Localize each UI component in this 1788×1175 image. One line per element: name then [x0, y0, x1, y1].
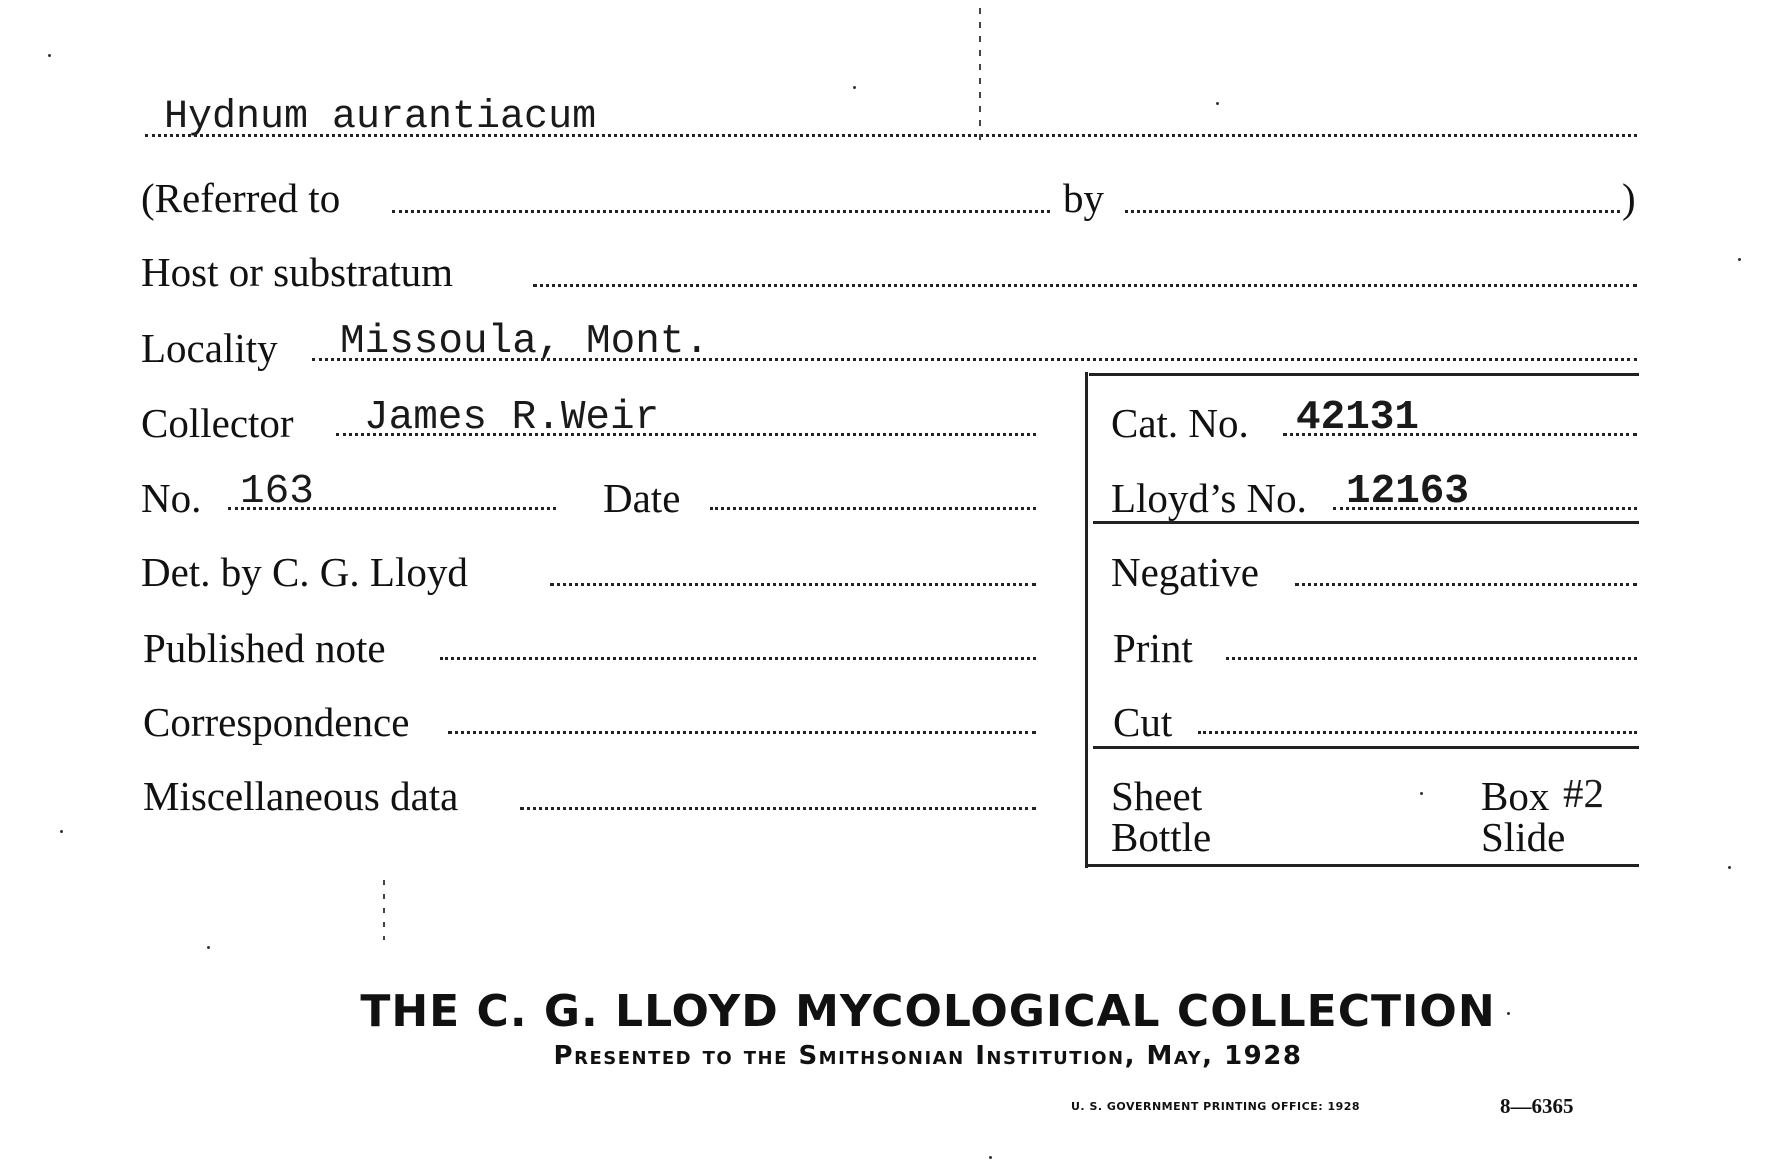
print-label: Print [1113, 625, 1193, 671]
bottle-label: Bottle [1111, 814, 1212, 860]
negative-line [1295, 583, 1637, 586]
box-left-border [1085, 372, 1088, 868]
miscellaneous-data-line [520, 807, 1036, 810]
correspondence-label: Correspondence [143, 699, 410, 745]
printer-imprint: U. S. GOVERNMENT PRINTING OFFICE: 1928 [1071, 1100, 1361, 1113]
scan-speck [1728, 866, 1731, 869]
scan-speck [979, 8, 981, 148]
locality-line [312, 358, 1637, 361]
locality-value: Missoula, Mont. [340, 319, 710, 365]
species-line [145, 134, 1637, 137]
scan-speck [60, 830, 63, 833]
scan-speck [48, 54, 51, 57]
box-divider-upper [1093, 521, 1639, 524]
no-value: 163 [240, 469, 314, 515]
no-line [228, 507, 556, 510]
cat-no-line [1283, 433, 1637, 436]
collector-value: James R.Weir [364, 395, 660, 441]
box-top-border [1089, 373, 1639, 376]
form-number: 8—6365 [1500, 1094, 1574, 1118]
scan-speck [1507, 1012, 1510, 1015]
cat-no-label: Cat. No. [1111, 400, 1249, 446]
referred-to-line [392, 210, 1050, 213]
cat-no-value: 42131 [1296, 395, 1420, 441]
species-name: Hydnum aurantiacum [164, 95, 597, 140]
lloyds-no-label: Lloyd’s No. [1111, 475, 1307, 521]
cut-label: Cut [1113, 699, 1173, 745]
lloyds-no-line [1333, 507, 1637, 510]
referred-close-paren: ) [1622, 175, 1636, 221]
scan-speck [1420, 792, 1423, 795]
scan-speck [853, 86, 856, 89]
collector-label: Collector [141, 400, 294, 446]
sheet-label: Sheet [1111, 773, 1203, 819]
scan-speck [207, 946, 210, 949]
print-line [1226, 657, 1637, 660]
no-label: No. [141, 475, 202, 521]
scan-speck [1216, 102, 1219, 105]
det-by-line [550, 583, 1036, 586]
by-line [1125, 210, 1620, 213]
by-label: by [1063, 175, 1104, 221]
box-label: Box [1481, 773, 1550, 819]
date-line [710, 507, 1036, 510]
box-divider-lower [1093, 746, 1639, 749]
collection-title: THE C. G. LLOYD MYCOLOGICAL COLLECTION [360, 986, 1496, 1037]
negative-label: Negative [1111, 549, 1259, 595]
host-line [533, 284, 1637, 287]
correspondence-line [448, 731, 1036, 734]
collector-line [336, 433, 1036, 436]
published-note-line [440, 657, 1036, 660]
host-label: Host or substratum [141, 249, 454, 295]
cut-line [1198, 731, 1637, 734]
scan-speck [1738, 258, 1741, 261]
scan-speck [989, 1156, 992, 1159]
slide-label: Slide [1481, 814, 1566, 860]
scan-speck [383, 880, 385, 940]
referred-to-label: (Referred to [141, 175, 341, 221]
date-label: Date [603, 475, 681, 521]
miscellaneous-data-label: Miscellaneous data [143, 773, 459, 819]
box-number-value: #2 [1563, 770, 1604, 816]
published-note-label: Published note [143, 625, 386, 671]
collection-subtitle: Presented to the Smithsonian Institution, May, 1928 [553, 1041, 1303, 1071]
box-bottom-border [1085, 864, 1639, 867]
det-by-label: Det. by C. G. Lloyd [141, 549, 468, 595]
lloyds-no-value: 12163 [1346, 469, 1470, 515]
locality-label: Locality [141, 325, 278, 371]
